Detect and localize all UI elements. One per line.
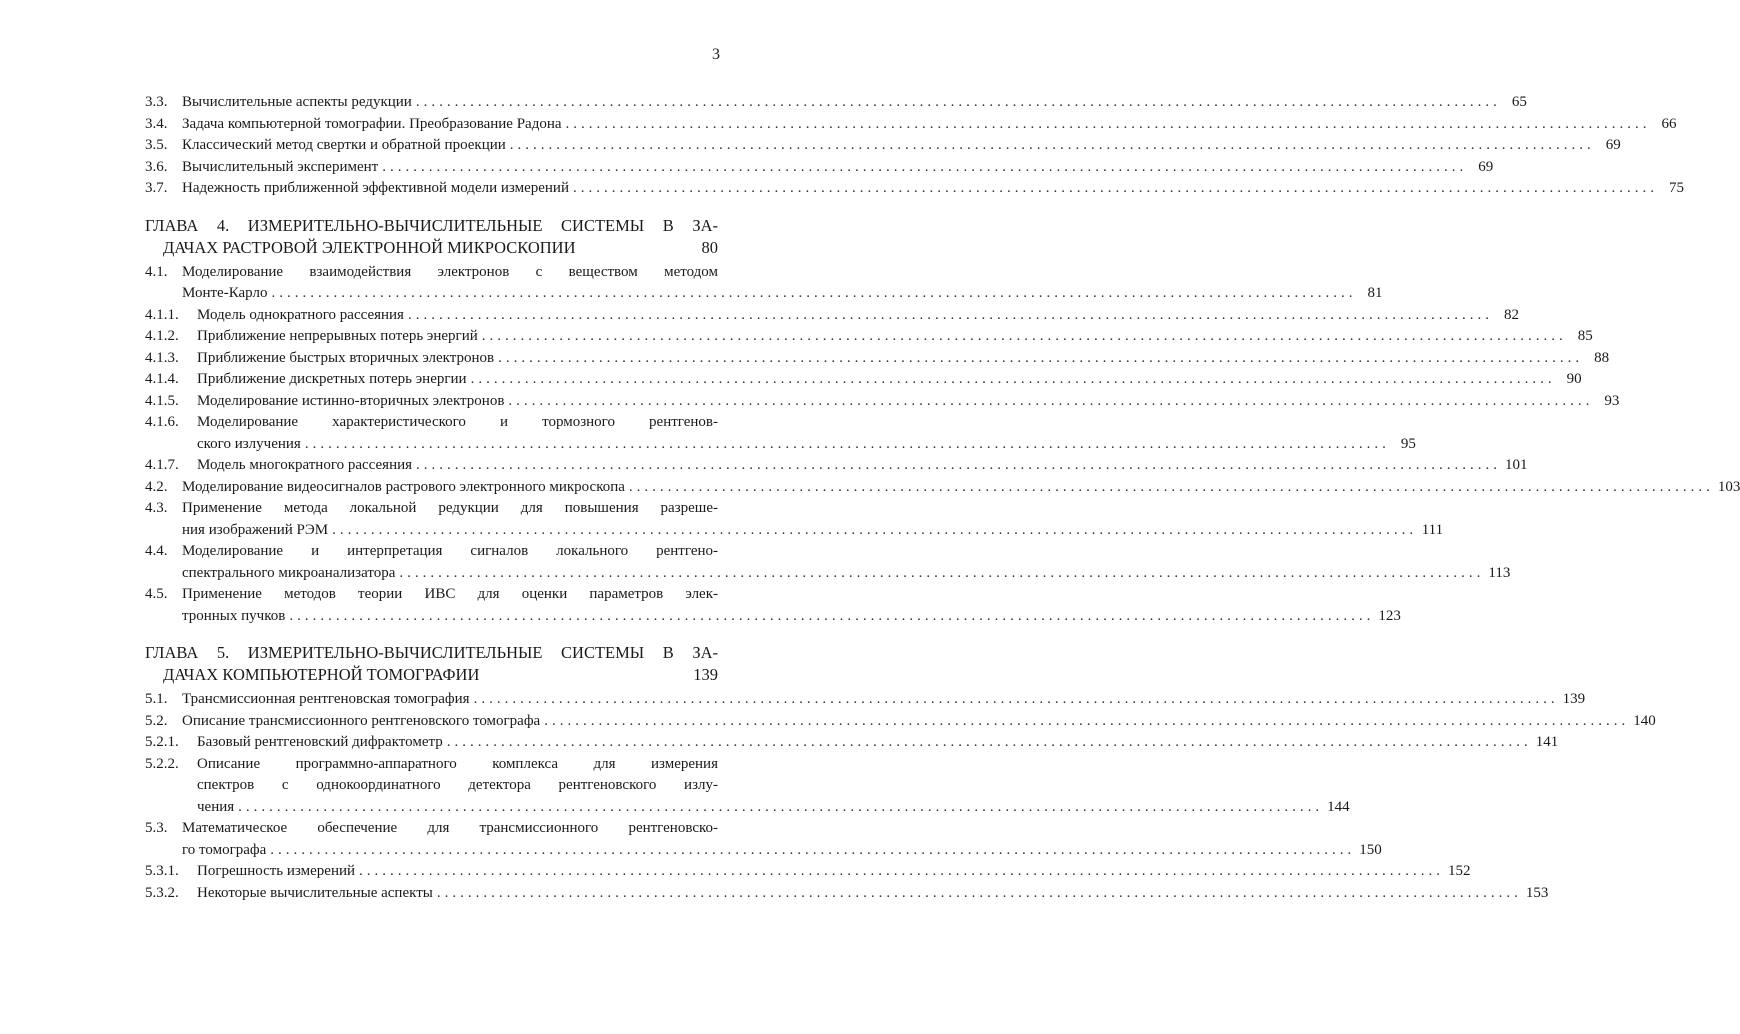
toc-entry-number: 3.5. [145,137,168,153]
toc-page-number: 141 [1535,734,1559,750]
toc-entry-title: Приближение дискретных потерь энергии [197,371,467,387]
dot-leader: ............................................................................................................................................ [304,435,1390,452]
dot-leader: ............................................................................................................................................ [415,94,1501,110]
dot-leader: ............................................................................................................................................ [382,158,1468,175]
toc-entry-number: 5.3.2. [145,884,179,901]
dot-leader: ............................................................................................................................................ [416,457,1502,473]
toc-entry-number: 4.5. [145,586,168,602]
toc-entry-title: Погрешность измерений [197,863,356,879]
toc-entry[interactable] [145,262,1383,305]
toc-page-number: 65 [1511,94,1527,110]
toc-entry[interactable] [145,92,1527,114]
toc-entry-title: ского излучения [197,435,301,452]
toc-entry-number: 4.1.5. [145,392,179,409]
toc-entry[interactable] [145,348,1610,370]
toc-page-number: 95 [1400,435,1416,452]
toc-page-number: 82 [1503,306,1519,323]
toc-page-number: 123 [1378,607,1401,624]
toc-entry[interactable] [145,754,1350,819]
toc-entry-number: 5.2.2. [145,755,179,772]
toc-entry[interactable] [145,326,1593,348]
chapter-title-line: ГЛАВА 4. ИЗМЕРИТЕЛЬНО-ВЫЧИСЛИТЕЛЬНЫЕ СИСТЕМЫ В ЗА- [145,215,718,235]
toc-entry-title: тронных пучков [182,607,286,624]
toc-entry[interactable] [145,584,1401,627]
dot-leader: ............................................................................................................................................ [628,478,1714,495]
dot-leader: ............................................................................................................................................ [332,521,1418,538]
toc-page-number: 81 [1367,285,1383,301]
chapter-title-line: ГЛАВА 5. ИЗМЕРИТЕЛЬНО-ВЫЧИСЛИТЕЛЬНЫЕ СИСТЕМЫ В ЗА- [145,643,718,662]
toc-page-number: 69 [1605,137,1621,153]
toc-entry[interactable] [145,498,1444,541]
dot-leader: ............................................................................................................................................ [565,115,1651,132]
toc-page-number: 153 [1525,884,1549,901]
toc-entry[interactable] [145,369,1582,391]
toc-entry-number: 5.2. [145,712,168,729]
dot-leader: ............................................................................................................................................ [270,841,1356,858]
toc-entry-number: 5.2.1. [145,734,179,750]
toc-entry-title: Описание программно-аппаратного комплекса для измерения [197,755,718,772]
toc-entry[interactable] [145,883,1549,905]
toc-entry-title: Вычислительные аспекты редукции [182,94,412,110]
toc-entry-title: ния изображений РЭМ [182,521,329,538]
chapter-title-line: ДАЧАХ КОМПЬЮТЕРНОЙ ТОМОГРАФИИ [163,665,480,684]
toc-page-number: 75 [1669,180,1684,196]
toc-page-number: 103 [1717,478,1740,495]
toc-entry[interactable] [145,711,1656,733]
dot-leader: ............................................................................................................................................ [289,607,1375,624]
page-number: 3 [712,46,720,63]
toc-entry-title: спектров с однокоординатного детектора рентгеновского излу- [197,777,718,793]
toc-entry[interactable] [145,135,1621,157]
dot-leader: ............................................................................................................................................ [359,863,1445,879]
toc-section-chapter3-tail [145,92,1684,200]
toc-entry-number: 4.1.1. [145,306,179,323]
dot-leader: ............................................................................................................................................ [399,564,1485,581]
toc-entry-number: 3.7. [145,180,168,196]
toc-entry-title: Моделирование характеристического и тормозного рентгенов- [197,414,718,430]
toc-entry-number: 4.3. [145,500,168,516]
toc-entry-title: Применение метода локальной редукции для повышения разреше- [182,500,718,516]
toc-page-number: 66 [1661,115,1677,132]
toc-entry-title: Моделирование взаимодействия электронов с веществом методом [182,263,718,280]
dot-leader: ............................................................................................................................................ [271,285,1357,301]
toc-entry-title: Приближение быстрых вторичных электронов [197,349,495,366]
dot-leader: ............................................................................................................................................ [473,691,1559,707]
toc-entry-title: Применение методов теории ИВС для оценки параметров элек- [182,586,718,602]
toc-page-number: 152 [1448,863,1471,879]
toc-entry-number: 4.1.6. [145,414,179,430]
toc-entry-title: Надежность приближенной эффективной модели измерений [182,180,569,196]
table-of-contents [145,92,1740,904]
toc-entry[interactable] [145,391,1620,413]
toc-section-chapter5 [145,689,1656,904]
toc-entry[interactable] [145,818,1382,861]
toc-entry-number: 5.3. [145,820,168,836]
dot-leader: ............................................................................................................................................ [407,306,1493,323]
toc-entry[interactable] [145,732,1559,754]
dot-leader: ............................................................................................................................................ [544,712,1630,729]
toc-entry-number: 5.1. [145,691,168,707]
toc-section-chapter4 [145,262,1740,628]
dot-leader: ............................................................................................................................................ [238,798,1324,815]
dot-leader: ............................................................................................................................................ [446,734,1532,750]
toc-entry[interactable] [145,305,1519,327]
dot-leader: ............................................................................................................................................ [509,137,1595,153]
toc-entry-title: чения [197,798,235,815]
toc-entry-number: 4.1.4. [145,371,179,387]
toc-entry-number: 4.1. [145,263,168,280]
toc-page-number: 69 [1478,158,1494,175]
dot-leader: ............................................................................................................................................ [573,180,1658,196]
dot-leader: ............................................................................................................................................ [436,884,1522,901]
toc-entry-title: Задача компьютерной томографии. Преобразование Радона [182,115,562,132]
toc-entry-title: Модель однократного рассеяния [197,306,404,323]
toc-entry-title: Некоторые вычислительные аспекты [197,884,433,901]
toc-entry[interactable] [145,861,1471,883]
chapter-title-line: ДАЧАХ РАСТРОВОЙ ЭЛЕКТРОННОЙ МИКРОСКОПИИ [163,237,576,257]
toc-entry-title: Вычислительный эксперимент [182,158,379,175]
toc-entry[interactable] [145,689,1586,711]
toc-entry-title: Классический метод свертки и обратной проекции [182,137,506,153]
toc-entry-title: Модель многократного рассеяния [197,457,413,473]
toc-entry-number: 4.1.7. [145,457,179,473]
toc-page-number: 90 [1566,371,1582,387]
toc-entry-title: Моделирование и интерпретация сигналов локального рентгено- [182,543,718,559]
toc-page-number: 101 [1505,457,1528,473]
toc-entry-number: 3.6. [145,158,168,175]
toc-entry-title: Трансмиссионная рентгеновская томография [182,691,470,707]
toc-entry-number: 4.1.2. [145,328,179,344]
toc-entry-title: го томографа [182,841,267,858]
toc-entry-number: 3.3. [145,94,168,110]
toc-entry[interactable] [145,412,1416,455]
toc-entry-number: 4.1.3. [145,349,179,366]
toc-page-number: 93 [1604,392,1620,409]
dot-leader: ............................................................................................................................................ [481,328,1567,344]
toc-page-number: 140 [1633,712,1656,729]
toc-entry[interactable] [145,178,1684,200]
dot-leader: ............................................................................................................................................ [498,349,1584,366]
chapter-page-number: 80 [701,237,718,257]
toc-entry-number: 4.4. [145,543,168,559]
toc-entry-title: Описание трансмиссионного рентгеновского томографа [182,712,541,729]
toc-page-number: 150 [1359,841,1382,858]
toc-entry-number: 3.4. [145,115,168,132]
toc-entry-title: Моделирование видеосигналов растрового электронного микроскопа [182,478,625,495]
toc-page-number: 139 [1562,691,1586,707]
dot-leader: ............................................................................................................................................ [508,392,1594,409]
toc-entry-title: Математическое обеспечение для трансмиссионного рентгеновско- [182,820,718,836]
dot-leader: ............................................................................................................................................ [470,371,1556,387]
chapter-page-number: 139 [693,665,718,684]
toc-entry-number: 4.2. [145,478,168,495]
toc-page-number: 88 [1594,349,1610,366]
toc-entry-title: Моделирование истинно-вторичных электронов [197,392,505,409]
chapter-heading-5[interactable] [145,642,718,686]
toc-entry[interactable] [145,114,1677,136]
toc-page-number: 111 [1421,521,1444,538]
toc-entry[interactable] [145,455,1528,477]
toc-entry-title: Приближение непрерывных потерь энергий [197,328,478,344]
toc-entry[interactable] [145,157,1494,179]
toc-page-number: 113 [1488,564,1511,581]
toc-entry[interactable] [145,477,1740,499]
toc-page-number: 85 [1577,328,1593,344]
toc-entry[interactable] [145,541,1511,584]
toc-entry-title: Базовый рентгеновский дифрактометр [197,734,443,750]
chapter-heading-4[interactable] [145,215,718,259]
toc-entry-title: спектрального микроанализатора [182,564,396,581]
toc-entry-title: Монте-Карло [182,285,268,301]
toc-entry-number: 5.3.1. [145,863,179,879]
toc-page-number: 144 [1327,798,1350,815]
